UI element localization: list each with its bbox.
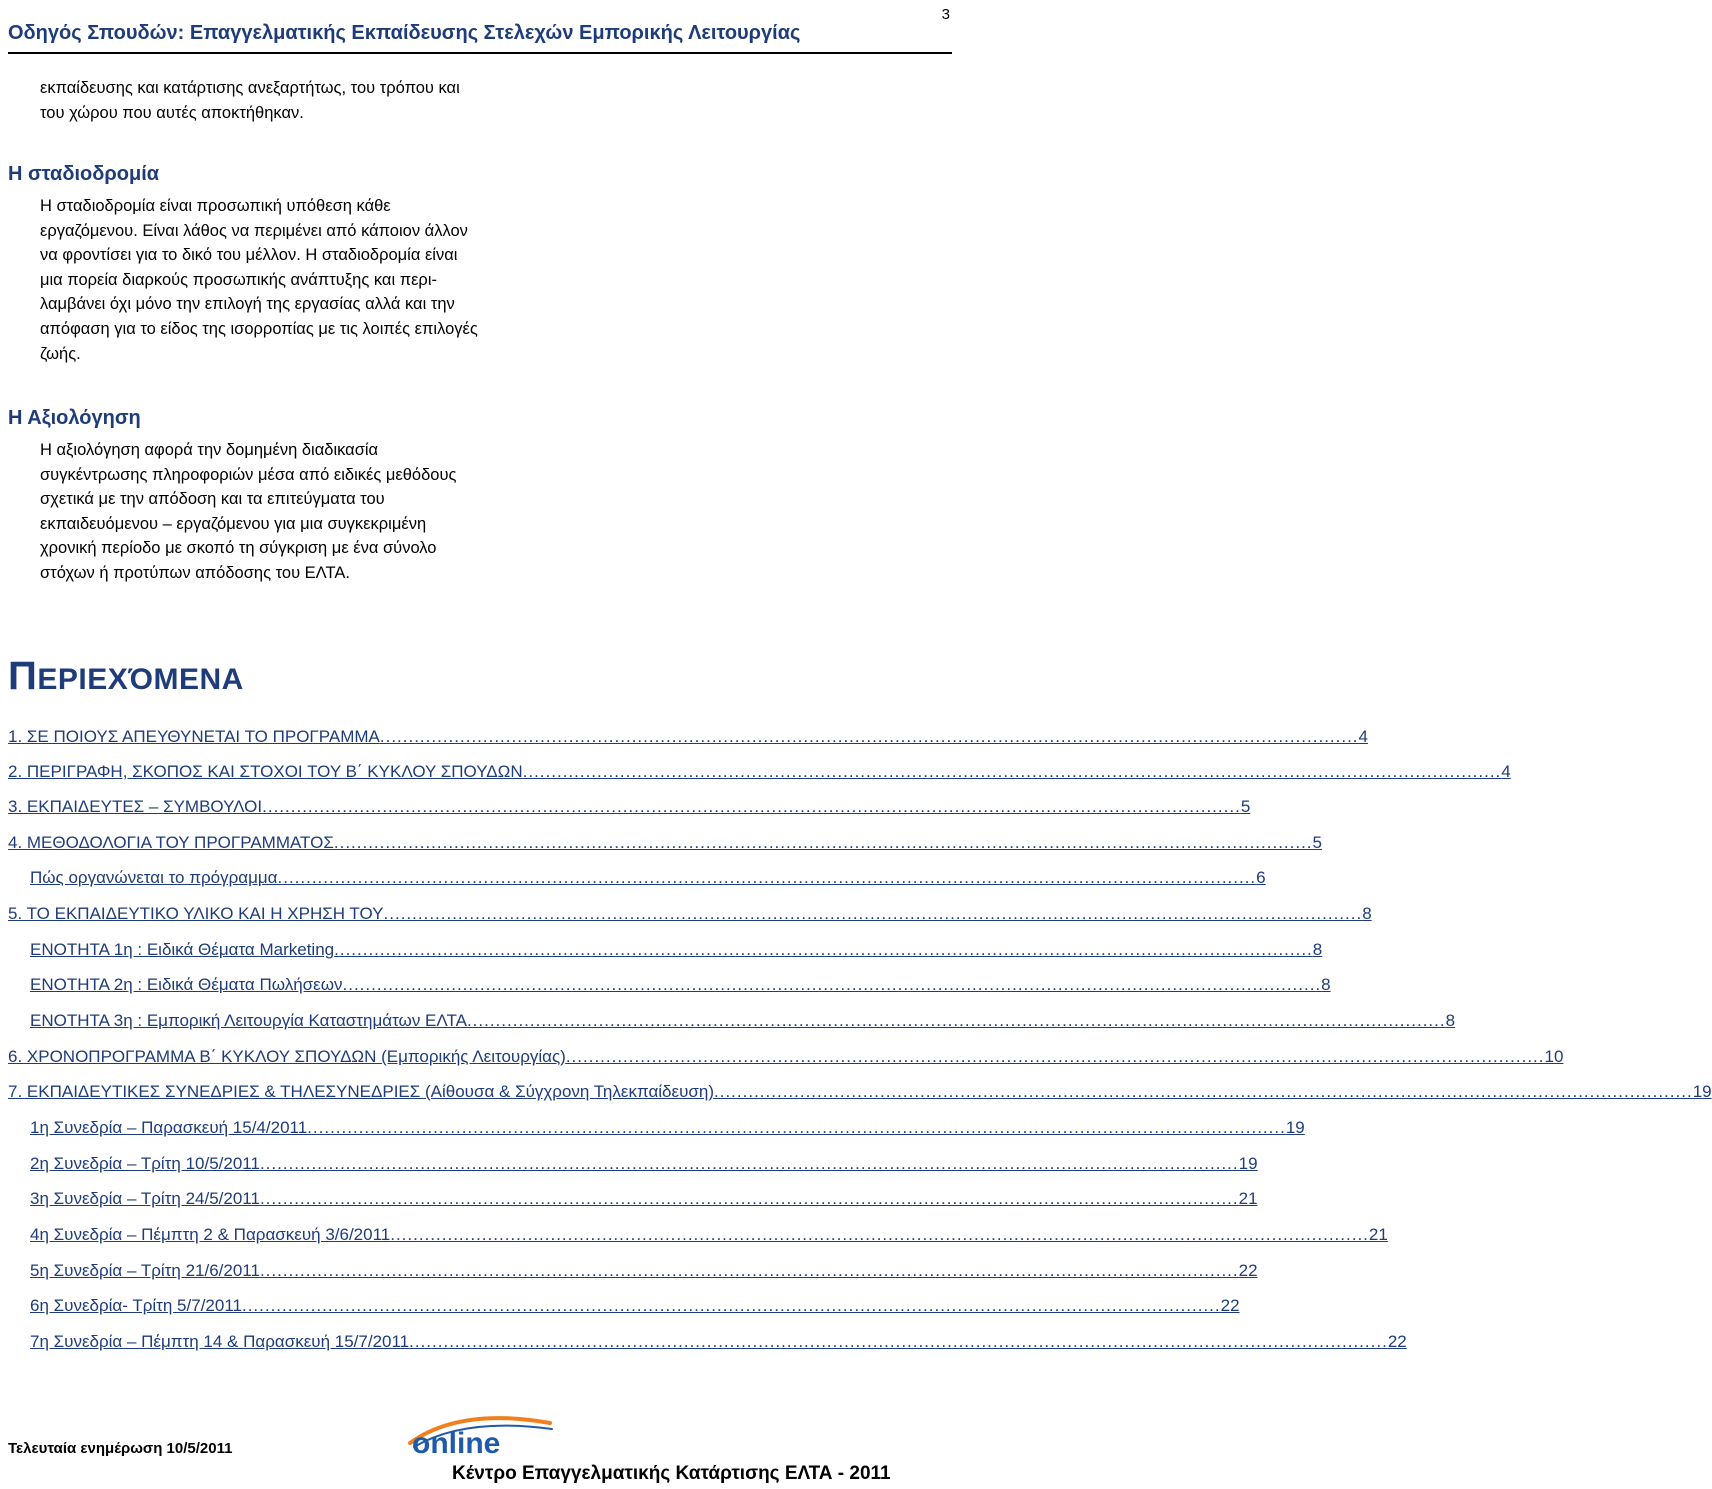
toc-entry-text: 1η Συνεδρία – Παρασκευή 15/4/2011 [30, 1118, 308, 1137]
evaluation-heading: Η Αξιολόγηση [8, 407, 141, 429]
toc-entry[interactable] [30, 1225, 1388, 1249]
toc-entry-text: 6η Συνεδρία- Τρίτη 5/7/2011 [30, 1296, 242, 1315]
evaluation-line: Η αξιολόγηση αφορά την δομημένη διαδικασία [40, 441, 379, 459]
logo-text: online [412, 1427, 501, 1460]
toc-entry[interactable] [30, 1332, 1407, 1356]
evaluation-line: σχετικά με την απόδοση και τα επιτεύγματα του [40, 490, 385, 509]
toc-entry-page: 8 [1321, 975, 1331, 994]
evaluation-line: εκπαιδευόμενου – εργαζόμενου για μια συγκεκριμένη [40, 514, 427, 533]
toc-entry[interactable] [30, 1189, 1258, 1213]
career-line: λαμβάνει όχι μόνο την επιλογή της εργασίας αλλά και την [40, 295, 455, 314]
career-line: μια πορεία διαρκούς προσωπικής ανάπτυξης και περι- [40, 270, 437, 289]
toc-leader: ........................................................................................................................................................................... [241, 1296, 1221, 1315]
toc-entry[interactable] [30, 868, 1266, 892]
toc-entry[interactable] [30, 940, 1323, 964]
toc-title [8, 654, 244, 699]
toc-entry-page: 5 [1240, 797, 1251, 816]
toc-entry-page: 4 [1358, 727, 1369, 746]
toc-entry-text: 3η Συνεδρία – Τρίτη 24/5/2011 [30, 1189, 260, 1208]
document-title: Οδηγός Σπουδών: Επαγγελματικής Εκπαίδευσης Στελεχών Εμπορικής Λειτουργίας [8, 22, 801, 44]
toc-leader: ........................................................................................................................................................................... [409, 1332, 1388, 1351]
toc-leader: ........................................................................................................................................................................... [333, 833, 1313, 852]
footer-organization: Κέντρο Επαγγελματικής Κατάρτισης ΕΛΤΑ - 2011 [452, 1463, 891, 1484]
career-line: εργαζόμενου. Είναι λάθος να περιμένει από κάποιον άλλον [40, 221, 468, 240]
evaluation-paragraph [40, 438, 551, 586]
toc-entry-text: ΕΝΟΤΗΤΑ 3η : Εμπορική Λειτουργία Καταστημάτων ΕΛΤΑ [30, 1011, 467, 1030]
page-header [8, 6, 952, 54]
toc-entry-text: 5η Συνεδρία – Τρίτη 21/6/2011 [30, 1261, 260, 1280]
toc-leader: ........................................................................................................................................................................... [466, 1011, 1446, 1030]
toc-entry-text: 2η Συνεδρία – Τρίτη 10/5/2011 [30, 1154, 260, 1173]
toc-entry-page: 19 [1692, 1082, 1712, 1101]
toc-entry[interactable] [8, 1047, 1564, 1071]
toc-leader: ........................................................................................................................................................................... [342, 975, 1322, 994]
toc-entry-text: 3. ΕΚΠΑΙΔΕΥΤΕΣ – ΣΥΜΒΟΥΛΟΙ [8, 797, 263, 816]
toc-entry[interactable] [8, 1082, 1712, 1106]
toc-leader: ........................................................................................................................................................................... [277, 868, 1257, 887]
toc-leader: ........................................................................................................................................................................... [383, 904, 1363, 923]
last-updated: Τελευταία ενημέρωση 10/5/2011 [8, 1440, 233, 1457]
toc-leader: ........................................................................................................................................................................... [522, 762, 1502, 781]
toc-entry[interactable] [30, 1261, 1258, 1285]
toc-entry[interactable] [8, 797, 1251, 821]
toc-leader: ........................................................................................................................................................................... [379, 727, 1359, 746]
toc-entry-text: 4η Συνεδρία – Πέμπτη 2 & Παρασκευή 3/6/2011 [30, 1225, 391, 1244]
toc-entry-page: 22 [1220, 1296, 1240, 1315]
career-paragraph [40, 194, 551, 366]
toc-title-rest: ΕΡΙΕΧΌΜΕΝΑ [37, 663, 244, 696]
toc-leader: ........................................................................................................................................................................... [307, 1118, 1286, 1137]
toc-entry[interactable] [8, 833, 1323, 857]
toc-leader: ........................................................................................................................................................................... [565, 1047, 1545, 1066]
toc-entry-page: 22 [1387, 1332, 1407, 1351]
career-line: απόφαση για το είδος της ισορροπίας με τις λοιπές επιλογές [40, 319, 478, 338]
toc-entry[interactable] [30, 975, 1331, 999]
toc-entry-page: 19 [1285, 1118, 1305, 1137]
toc-entry-page: 19 [1238, 1154, 1258, 1173]
toc-entry-page: 8 [1362, 904, 1372, 923]
toc-leader: ........................................................................................................................................................................... [259, 1154, 1239, 1173]
toc-entry-text: 4. ΜΕΘΟΔΟΛΟΓΙΑ ΤΟΥ ΠΡΟΓΡΑΜΜΑΤΟΣ [8, 833, 334, 852]
toc-entry-page: 21 [1368, 1225, 1388, 1244]
toc-entry-page: 5 [1312, 833, 1323, 852]
toc-entry-text: 7. ΕΚΠΑΙΔΕΥΤΙΚΕΣ ΣΥΝΕΔΡΙΕΣ & ΤΗΛΕΣΥΝΕΔΡΙΕΣ (Αίθουσα & Σύγχρονη Τηλεκπαίδευση) [8, 1082, 715, 1101]
toc-entry-page: 10 [1544, 1047, 1564, 1066]
toc-entry-text: Πώς οργανώνεται το πρόγραμμα [30, 868, 278, 887]
toc-entry-page: 6 [1256, 868, 1266, 887]
page-number: 3 [941, 6, 950, 23]
toc-leader: ........................................................................................................................................................................... [262, 797, 1241, 816]
toc-leader: ........................................................................................................................................................................... [259, 1189, 1239, 1208]
toc-leader: ........................................................................................................................................................................... [259, 1261, 1239, 1280]
career-line: Η σταδιοδρομία είναι προσωπική υπόθεση κάθε [40, 197, 391, 215]
toc-entry[interactable] [8, 762, 1511, 786]
intro-paragraph [40, 76, 551, 125]
toc-entry[interactable] [30, 1011, 1456, 1035]
toc-entry[interactable] [30, 1154, 1258, 1178]
career-line: να φροντίσει για το δικό του μέλλον. Η σταδιοδρομία είναι [40, 246, 458, 265]
evaluation-line: στόχων ή προτύπων απόδοσης του ΕΛΤΑ. [40, 563, 350, 582]
online-logo [400, 1413, 560, 1460]
intro-line: εκπαίδευσης και κατάρτισης ανεξαρτήτως, του τρόπου και [40, 79, 460, 97]
career-line: ζωής. [40, 344, 81, 363]
toc-entry[interactable] [8, 727, 1369, 751]
toc-leader: ........................................................................................................................................................................... [390, 1225, 1369, 1244]
toc-entry-page: 8 [1312, 940, 1323, 959]
toc-leader: ........................................................................................................................................................................... [714, 1082, 1693, 1101]
toc-entry-text: 5. ΤΟ ΕΚΠΑΙΔΕΥΤΙΚΟ ΥΛΙΚΟ ΚΑΙ Η ΧΡΗΣΗ ΤΟΥ [8, 904, 384, 923]
toc-entry-page: 22 [1238, 1261, 1258, 1280]
toc-entry-text: 1. ΣΕ ΠΟΙΟΥΣ ΑΠΕΥΘΥΝΕΤΑΙ ΤΟ ΠΡΟΓΡΑΜΜΑ [8, 727, 380, 746]
toc-entry-page: 21 [1238, 1189, 1258, 1208]
toc-entry-page: 8 [1445, 1011, 1456, 1030]
toc-entry-text: 6. ΧΡΟΝΟΠΡΟΓΡΑΜΜΑ Β΄ ΚΥΚΛΟΥ ΣΠΟΥΔΩΝ (Εμπορικής Λειτουργίας) [8, 1047, 566, 1066]
toc-leader: ........................................................................................................................................................................... [334, 940, 1313, 959]
intro-line: του χώρου που αυτές αποκτήθηκαν. [40, 103, 304, 122]
toc-title-initial: Π [8, 654, 38, 698]
toc-entry[interactable] [8, 904, 1372, 928]
evaluation-line: χρονική περίοδο με σκοπό τη σύγκριση με ένα σύνολο [40, 539, 437, 558]
toc-entry[interactable] [30, 1118, 1305, 1142]
career-heading: Η σταδιοδρομία [8, 163, 160, 185]
toc-entry-text: ΕΝΟΤΗΤΑ 1η : Ειδικά Θέματα Marketing [30, 940, 335, 959]
toc-entry-text: ΕΝΟΤΗΤΑ 2η : Ειδικά Θέματα Πωλήσεων [30, 975, 343, 994]
evaluation-line: συγκέντρωσης πληροφοριών μέσα από ειδικές μεθόδους [40, 465, 457, 484]
toc-entry-page: 4 [1501, 762, 1511, 781]
toc-entry[interactable] [30, 1296, 1240, 1320]
toc-entry-text: 2. ΠΕΡΙΓΡΑΦΗ, ΣΚΟΠΟΣ ΚΑΙ ΣΤΟΧΟΙ ΤΟΥ Β΄ ΚΥΚΛΟΥ ΣΠΟΥΔΩΝ [8, 762, 523, 781]
toc-entry-text: 7η Συνεδρία – Πέμπτη 14 & Παρασκευή 15/7/2011 [30, 1332, 410, 1351]
